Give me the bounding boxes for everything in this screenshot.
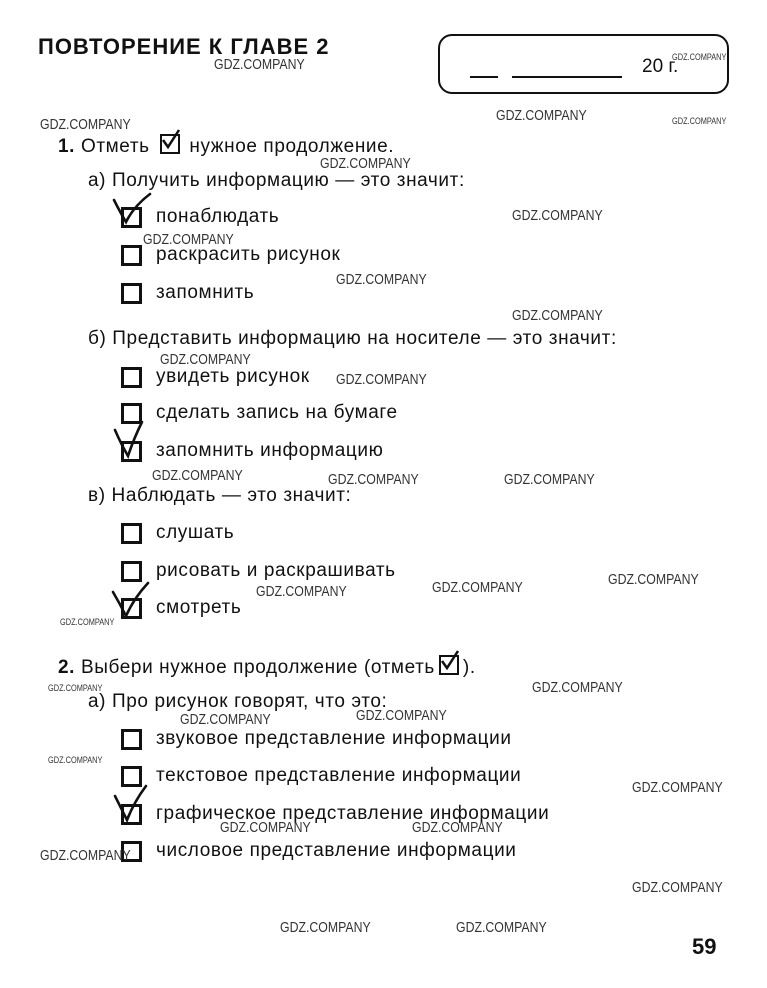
watermark: GDZ.COMPANY (512, 307, 603, 324)
task1-a-option: понаблюдать (156, 206, 280, 227)
watermark: GDZ.COMPANY (40, 116, 131, 133)
task1-a-question: а) Получить информацию — это значит: (88, 170, 465, 191)
watermark: GDZ.COMPANY (672, 52, 727, 62)
checkmark-sample-icon (439, 655, 459, 675)
watermark: GDZ.COMPANY (632, 879, 723, 896)
watermark: GDZ.COMPANY (456, 919, 547, 936)
page-title: ПОВТОРЕНИЕ К ГЛАВЕ 2 (38, 34, 330, 59)
task1-number: 1. (58, 136, 76, 157)
checkbox[interactable] (121, 561, 142, 582)
watermark: GDZ.COMPANY (160, 351, 251, 368)
watermark: GDZ.COMPANY (280, 919, 371, 936)
watermark: GDZ.COMPANY (180, 711, 271, 728)
watermark: GDZ.COMPANY (336, 371, 427, 388)
page-number: 59 (692, 934, 717, 959)
watermark: GDZ.COMPANY (608, 571, 699, 588)
watermark: GDZ.COMPANY (256, 583, 347, 600)
checkbox[interactable] (121, 245, 142, 266)
task1-c-question: в) Наблюдать — это значит: (88, 485, 352, 506)
watermark: GDZ.COMPANY (143, 231, 234, 248)
watermark: GDZ.COMPANY (152, 467, 243, 484)
handwritten-check-icon (110, 580, 152, 622)
task2-heading (58, 655, 476, 679)
watermark: GDZ.COMPANY (336, 271, 427, 288)
watermark: GDZ.COMPANY (512, 207, 603, 224)
watermark: GDZ.COMPANY (496, 107, 587, 124)
watermark: GDZ.COMPANY (328, 471, 419, 488)
watermark: GDZ.COMPANY (48, 755, 103, 765)
task2-a-option: числовое представление информации (156, 840, 517, 861)
watermark: GDZ.COMPANY (356, 707, 447, 724)
task2-number: 2. (58, 657, 76, 678)
handwritten-check-icon (112, 784, 154, 826)
task1-c-option: смотреть (156, 597, 242, 618)
date-year-label: 20 г. (642, 56, 679, 77)
handwritten-check-icon (112, 192, 154, 232)
task1-a-option: запомнить (156, 282, 255, 303)
checkmark-sample-icon (160, 134, 180, 154)
task1-a-option: раскрасить рисунок (156, 244, 341, 265)
watermark: GDZ.COMPANY (220, 819, 311, 836)
date-line-month (512, 76, 622, 78)
task1-b-option: сделать запись на бумаге (156, 402, 398, 423)
watermark: GDZ.COMPANY (48, 683, 103, 693)
task1-c-option: рисовать и раскрашивать (156, 560, 396, 581)
watermark: GDZ.COMPANY (432, 579, 523, 596)
checkbox[interactable] (121, 729, 142, 750)
watermark: GDZ.COMPANY (672, 116, 727, 126)
watermark: GDZ.COMPANY (412, 819, 503, 836)
task2-prompt-before: Выбери нужное продолжение (отметь (80, 657, 435, 678)
task2-a-option: текстовое представление информации (156, 765, 522, 786)
task1-b-option: увидеть рисунок (156, 366, 310, 387)
task2-a-option: графическое представление информации (156, 803, 550, 824)
watermark: GDZ.COMPANY (40, 847, 131, 864)
watermark: GDZ.COMPANY (632, 779, 723, 796)
task1-prompt-after: нужное продолжение. (189, 136, 395, 157)
task1-b-option: запомнить информацию (156, 440, 384, 461)
task2-prompt-after: ). (462, 657, 476, 678)
watermark: GDZ.COMPANY (214, 56, 305, 73)
task1-c-option: слушать (156, 522, 235, 543)
handwritten-check-icon (112, 420, 154, 462)
checkbox[interactable] (121, 523, 142, 544)
task2-a-question: а) Про рисунок говорят, что это: (88, 691, 388, 712)
watermark: GDZ.COMPANY (504, 471, 595, 488)
task1-b-question: б) Представить информацию на носителе — это значит: (88, 328, 617, 349)
date-box (438, 34, 729, 94)
checkbox[interactable] (121, 283, 142, 304)
task2-a-option: звуковое представление информации (156, 728, 512, 749)
watermark: GDZ.COMPANY (320, 155, 411, 172)
task1-prompt-before: Отметь (80, 136, 150, 157)
watermark: GDZ.COMPANY (532, 679, 623, 696)
checkbox[interactable] (121, 367, 142, 388)
date-line-day (470, 76, 498, 78)
watermark: GDZ.COMPANY (60, 617, 115, 627)
